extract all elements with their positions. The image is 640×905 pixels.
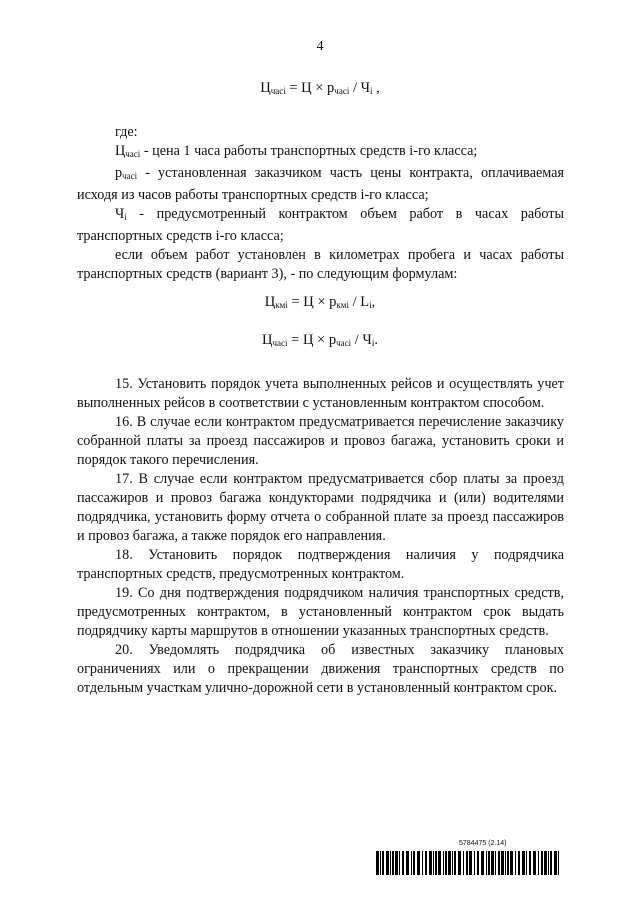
items-block — [77, 375, 564, 698]
barcode-label: 5784475 (2.14) — [459, 840, 507, 847]
definition-price: $Ц_{часi}$ - цена 1 часа работы транспортных средств i-го класса; — [115, 143, 478, 159]
item-16: 16. В случае если контрактом предусматривается перечисление заказчику собранной платы за проезд пассажиров и провоз багажа, установить сроки и порядок такого перечисления. — [77, 414, 564, 468]
variant-3-text: если объем работ установлен в километрах пробега и часах работы транспортных средств (вариант 3), - по следующим формулам: — [77, 247, 564, 282]
formula-hour-price-top: $Ц_{часi} = Ц \times p_{часi} / Ч_i$ , — [260, 80, 380, 96]
item-18: 18. Установить порядок подтверждения наличия у подрядчика транспортных средств, предусмотренных контрактом. — [77, 547, 564, 582]
formula-hour-price: $Ц_{часi} = Ц \times p_{часi} / Ч_i$. — [262, 332, 378, 348]
item-20: 20. Уведомлять подрядчика об известных заказчику плановых ограничениях или о прекращении движения транспортных средств по отдельным участкам улично-дорожной сети в установленный контрактом срок. — [77, 642, 564, 696]
definitions-block — [77, 123, 564, 284]
definition-hours: $Ч_i$ - предусмотренный контрактом объем работ в часах работы транспортных средств i-го класса; — [77, 206, 564, 244]
item-19: 19. Со дня подтверждения подрядчиком наличия транспортных средств, предусмотренных контрактом, в установленный контрактом срок выдать подрядчику карты маршрутов в отношении указанных транспортных средств. — [77, 585, 564, 639]
formula-km-price: $Ц_{кмi} = Ц \times p_{кмi} / L_i$, — [264, 294, 376, 310]
item-15: 15. Установить порядок учета выполненных рейсов и осуществлять учет выполненных рейсов в соответствии с установленным контрактом способом. — [77, 376, 564, 411]
definition-share: $p_{часi}$ - установленная заказчиком часть цены контракта, оплачиваемая исходя из часов работы транспортных средств i-го класса; — [77, 165, 564, 203]
page-number: 4 — [316, 39, 324, 54]
barcode-icon — [376, 851, 562, 875]
item-17: 17. В случае если контрактом предусматривается сбор платы за проезд пассажиров и провоз багажа кондукторами подрядчика и (или) водителями подрядчика, установить форму отчета о собранной плате за проезд пассажиров и провоз багажа, а также порядок его направления. — [77, 471, 564, 544]
where-label: где: — [115, 124, 138, 140]
